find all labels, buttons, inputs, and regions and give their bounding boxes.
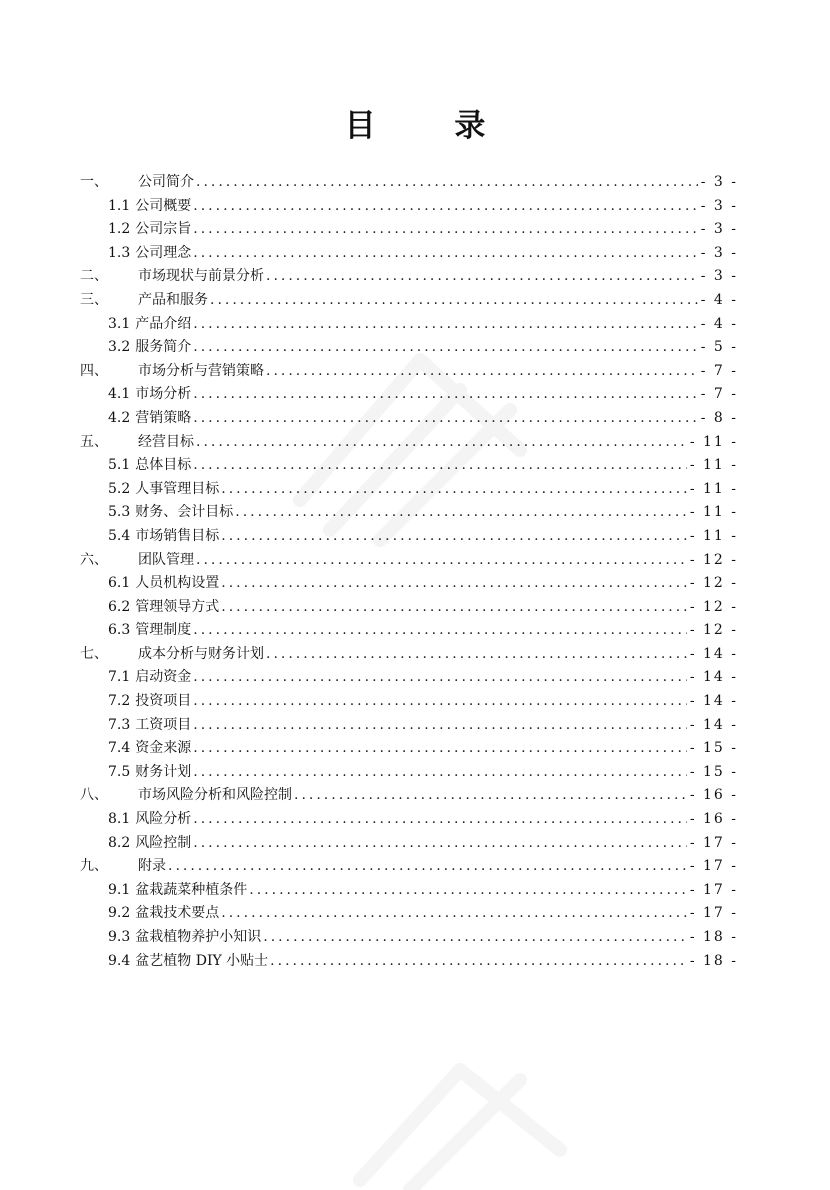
toc-entry-page-number: - 12 - bbox=[689, 551, 738, 568]
toc-section-entry[interactable] bbox=[80, 619, 738, 643]
toc-dot-leader bbox=[193, 242, 697, 266]
toc-dot-leader bbox=[221, 596, 687, 620]
page-title: 目 录 bbox=[344, 108, 520, 144]
toc-entry-page-number: - 3 - bbox=[700, 174, 738, 190]
toc-entry-page-number: - 17 - bbox=[689, 834, 738, 851]
toc-section-entry[interactable] bbox=[80, 242, 738, 266]
toc-entry-page-number: - 14 - bbox=[689, 693, 738, 710]
toc-dot-leader bbox=[249, 879, 687, 903]
toc-entry-title[interactable]: 启动资金 bbox=[135, 669, 192, 686]
toc-entry-page-number: - 15 - bbox=[689, 740, 738, 757]
toc-entry-page-number: - 16 - bbox=[689, 787, 738, 804]
toc-dot-leader bbox=[193, 666, 687, 690]
toc-entry-number: 5.1 bbox=[108, 457, 131, 474]
toc-section-entry[interactable] bbox=[80, 525, 738, 549]
toc-entry-title[interactable]: 管理制度 bbox=[135, 622, 192, 639]
toc-entry-page-number: - 18 - bbox=[689, 929, 738, 945]
toc-dot-leader bbox=[193, 619, 687, 643]
toc-section-entry[interactable] bbox=[80, 501, 738, 525]
toc-entry-number: 3.1 bbox=[108, 315, 131, 332]
toc-entry-number: 4.1 bbox=[108, 386, 131, 403]
toc-entry-page-number: - 15 - bbox=[689, 763, 738, 780]
toc-dot-leader bbox=[193, 832, 687, 856]
toc-entry-number: 7.4 bbox=[108, 740, 131, 757]
toc-section-entry[interactable] bbox=[80, 737, 738, 761]
toc-entry-title[interactable]: 人事管理目标 bbox=[135, 480, 220, 497]
toc-dot-leader bbox=[193, 454, 687, 478]
toc-entry-title[interactable]: 管理领导方式 bbox=[135, 598, 220, 615]
toc-dot-leader bbox=[193, 808, 687, 832]
toc-entry-title[interactable]: 市场现状与前景分析 bbox=[138, 268, 264, 285]
toc-entry-title[interactable]: 市场销售目标 bbox=[135, 527, 220, 544]
toc-entry-title[interactable]: 服务简介 bbox=[135, 339, 192, 356]
toc-dot-leader bbox=[193, 313, 697, 337]
toc-entry-page-number: - 18 - bbox=[689, 952, 738, 969]
toc-entry-title[interactable]: 公司概要 bbox=[135, 197, 192, 214]
toc-entry-page-number: - 4 - bbox=[700, 291, 738, 308]
toc-entry-number: 二、 bbox=[80, 268, 108, 285]
toc-entry-title[interactable]: 公司简介 bbox=[138, 174, 194, 190]
toc-entry-title[interactable]: 产品和服务 bbox=[138, 291, 208, 308]
toc-section-entry[interactable] bbox=[80, 879, 738, 903]
toc-entry-page-number: - 17 - bbox=[689, 881, 738, 898]
toc-section-entry[interactable] bbox=[80, 808, 738, 832]
toc-entry-title[interactable]: 成本分析与财务计划 bbox=[138, 645, 264, 662]
toc-chapter-entry[interactable] bbox=[80, 289, 738, 313]
toc-dot-leader bbox=[193, 336, 697, 360]
toc-entry-page-number: - 14 - bbox=[689, 645, 738, 662]
toc-entry-title[interactable]: 投资项目 bbox=[135, 693, 192, 710]
toc-chapter-entry[interactable] bbox=[80, 171, 738, 195]
toc-entry-title[interactable]: 经营目标 bbox=[138, 433, 194, 450]
toc-entry-page-number: - 11 - bbox=[689, 527, 738, 544]
toc-section-entry[interactable] bbox=[80, 714, 738, 738]
toc-entry-page-number: - 14 - bbox=[689, 669, 738, 686]
toc-section-entry[interactable] bbox=[80, 454, 738, 478]
toc-section-entry[interactable] bbox=[80, 902, 738, 926]
toc-dot-leader bbox=[266, 265, 698, 289]
toc-entry-number: 8.1 bbox=[108, 811, 131, 828]
toc-entry-title[interactable]: 公司宗旨 bbox=[135, 221, 192, 238]
toc-entry-number: 4.2 bbox=[108, 409, 131, 426]
toc-entry-page-number: - 17 - bbox=[689, 858, 738, 875]
toc-entry-title[interactable]: 人员机构设置 bbox=[135, 575, 220, 592]
toc-entry-title[interactable]: 团队管理 bbox=[138, 551, 194, 568]
toc-entry-title[interactable]: 风险控制 bbox=[135, 834, 192, 851]
toc-section-entry[interactable] bbox=[80, 761, 738, 785]
toc-section-entry[interactable] bbox=[80, 596, 738, 620]
toc-dot-leader bbox=[266, 360, 698, 384]
toc-dot-leader bbox=[193, 407, 697, 431]
toc-dot-leader bbox=[221, 572, 687, 596]
toc-entry-page-number: - 12 - bbox=[689, 598, 738, 615]
toc-dot-leader bbox=[294, 784, 687, 808]
toc-dot-leader bbox=[221, 525, 687, 549]
toc-dot-leader bbox=[210, 289, 698, 313]
toc-dot-leader bbox=[193, 383, 697, 407]
toc-dot-leader bbox=[193, 218, 697, 242]
toc-dot-leader bbox=[193, 690, 687, 714]
toc-entry-title[interactable]: 总体目标 bbox=[135, 457, 192, 474]
toc-entry-number: 1.2 bbox=[108, 221, 131, 238]
toc-entry-title[interactable]: 附录 bbox=[138, 858, 166, 875]
toc-entry-title[interactable]: 盆栽蔬菜种植条件 bbox=[135, 881, 248, 898]
toc-entry-number: 5.2 bbox=[108, 480, 131, 497]
toc-entry-number: 6.3 bbox=[108, 622, 131, 639]
toc-entry-number: 5.3 bbox=[108, 504, 131, 521]
toc-entry-number: 9.1 bbox=[108, 881, 131, 898]
toc-entry-title[interactable]: 盆栽植物养护小知识 bbox=[135, 929, 262, 945]
toc-entry-title[interactable]: 市场分析与营销策略 bbox=[138, 362, 264, 379]
toc-entry-title[interactable]: 公司理念 bbox=[135, 244, 192, 261]
toc-entry-title[interactable]: 市场分析 bbox=[135, 386, 192, 403]
toc-section-entry[interactable] bbox=[80, 313, 738, 337]
watermark-mark bbox=[330, 1010, 630, 1190]
toc-entry-page-number: - 11 - bbox=[689, 457, 738, 474]
toc-chapter-entry[interactable] bbox=[80, 784, 738, 808]
toc-dot-leader bbox=[270, 950, 687, 974]
toc-entry-number: 5.4 bbox=[108, 527, 131, 544]
toc-chapter-entry[interactable] bbox=[80, 431, 738, 455]
toc-entry-title[interactable]: 盆艺植物 DIY 小贴士 bbox=[135, 952, 269, 969]
toc-entry-page-number: - 7 - bbox=[700, 386, 738, 403]
toc-entry-page-number: - 3 - bbox=[700, 221, 738, 238]
toc-chapter-entry[interactable] bbox=[80, 643, 738, 667]
toc-entry-title[interactable]: 产品介绍 bbox=[135, 315, 192, 332]
toc-dot-leader bbox=[193, 737, 687, 761]
toc-entry-page-number: - 11 - bbox=[689, 480, 738, 497]
toc-entry-number: 七、 bbox=[80, 645, 108, 662]
toc-entry-number: 六、 bbox=[80, 551, 108, 568]
toc-entry-page-number: - 17 - bbox=[689, 905, 738, 922]
toc-entry-number: 6.2 bbox=[108, 598, 131, 615]
toc-entry-number: 四、 bbox=[80, 362, 108, 379]
toc-section-entry[interactable] bbox=[80, 666, 738, 690]
toc-section-entry[interactable] bbox=[80, 195, 738, 219]
toc-entry-page-number: - 4 - bbox=[700, 315, 738, 332]
toc-entry-number: 9.4 bbox=[108, 952, 131, 969]
toc-entry-page-number: - 3 - bbox=[700, 197, 738, 214]
toc-dot-leader bbox=[196, 549, 687, 573]
toc-section-entry[interactable] bbox=[80, 383, 738, 407]
toc-section-entry[interactable] bbox=[80, 690, 738, 714]
table-of-contents bbox=[80, 171, 738, 973]
toc-entry-page-number: - 7 - bbox=[700, 362, 738, 379]
toc-chapter-entry[interactable] bbox=[80, 360, 738, 384]
toc-dot-leader bbox=[168, 855, 687, 879]
toc-dot-leader bbox=[193, 195, 697, 219]
toc-entry-number: 八、 bbox=[80, 787, 108, 804]
toc-section-entry[interactable] bbox=[80, 407, 738, 431]
toc-section-entry[interactable] bbox=[80, 336, 738, 360]
toc-entry-number: 6.1 bbox=[108, 575, 131, 592]
toc-entry-title[interactable]: 财务、会计目标 bbox=[135, 504, 234, 521]
toc-chapter-entry[interactable] bbox=[80, 265, 738, 289]
toc-dot-leader bbox=[263, 926, 687, 950]
toc-entry-number: 五、 bbox=[80, 433, 108, 450]
toc-entry-title[interactable]: 资金来源 bbox=[135, 740, 192, 757]
toc-chapter-entry[interactable] bbox=[80, 549, 738, 573]
toc-entry-number: 7.1 bbox=[108, 669, 131, 686]
toc-section-entry[interactable] bbox=[80, 218, 738, 242]
toc-entry-page-number: - 16 - bbox=[689, 811, 738, 828]
toc-section-entry[interactable] bbox=[80, 832, 738, 856]
toc-entry-number: 7.5 bbox=[108, 763, 131, 780]
toc-chapter-entry[interactable] bbox=[80, 855, 738, 879]
toc-dot-leader bbox=[193, 761, 687, 785]
toc-dot-leader bbox=[196, 171, 698, 195]
toc-entry-title[interactable]: 财务计划 bbox=[135, 763, 192, 780]
toc-entry-title[interactable]: 工资项目 bbox=[135, 716, 192, 733]
toc-entry-number: 3.2 bbox=[108, 339, 131, 356]
toc-entry-number: 一、 bbox=[80, 174, 108, 190]
toc-section-entry[interactable] bbox=[80, 926, 738, 950]
toc-section-entry[interactable] bbox=[80, 572, 738, 596]
toc-entry-page-number: - 5 - bbox=[700, 339, 738, 356]
toc-entry-title[interactable]: 营销策略 bbox=[135, 409, 192, 426]
toc-entry-page-number: - 3 - bbox=[700, 244, 738, 261]
toc-entry-number: 1.1 bbox=[108, 197, 131, 214]
toc-entry-page-number: - 14 - bbox=[689, 716, 738, 733]
toc-entry-page-number: - 3 - bbox=[700, 268, 738, 285]
toc-entry-title[interactable]: 盆栽技术要点 bbox=[135, 905, 220, 922]
toc-entry-number: 7.3 bbox=[108, 716, 131, 733]
toc-section-entry[interactable] bbox=[80, 950, 738, 974]
toc-entry-number: 8.2 bbox=[108, 834, 131, 851]
toc-entry-number: 7.2 bbox=[108, 693, 131, 710]
toc-entry-number: 1.3 bbox=[108, 244, 131, 261]
toc-section-entry[interactable] bbox=[80, 478, 738, 502]
toc-entry-number: 9.3 bbox=[108, 929, 131, 945]
toc-dot-leader bbox=[193, 714, 687, 738]
toc-entry-title[interactable]: 风险分析 bbox=[135, 811, 192, 828]
toc-entry-page-number: - 11 - bbox=[689, 433, 738, 450]
toc-entry-page-number: - 8 - bbox=[700, 409, 738, 426]
toc-entry-number: 九、 bbox=[80, 858, 108, 875]
toc-entry-number: 三、 bbox=[80, 291, 108, 308]
toc-dot-leader bbox=[221, 902, 687, 926]
toc-entry-page-number: - 12 - bbox=[689, 575, 738, 592]
toc-dot-leader bbox=[221, 478, 687, 502]
toc-dot-leader bbox=[196, 431, 687, 455]
toc-entry-page-number: - 11 - bbox=[689, 504, 738, 521]
toc-entry-title[interactable]: 市场风险分析和风险控制 bbox=[138, 787, 292, 804]
toc-dot-leader bbox=[266, 643, 687, 667]
toc-entry-number: 9.2 bbox=[108, 905, 131, 922]
toc-dot-leader bbox=[235, 501, 687, 525]
toc-entry-page-number: - 12 - bbox=[689, 622, 738, 639]
